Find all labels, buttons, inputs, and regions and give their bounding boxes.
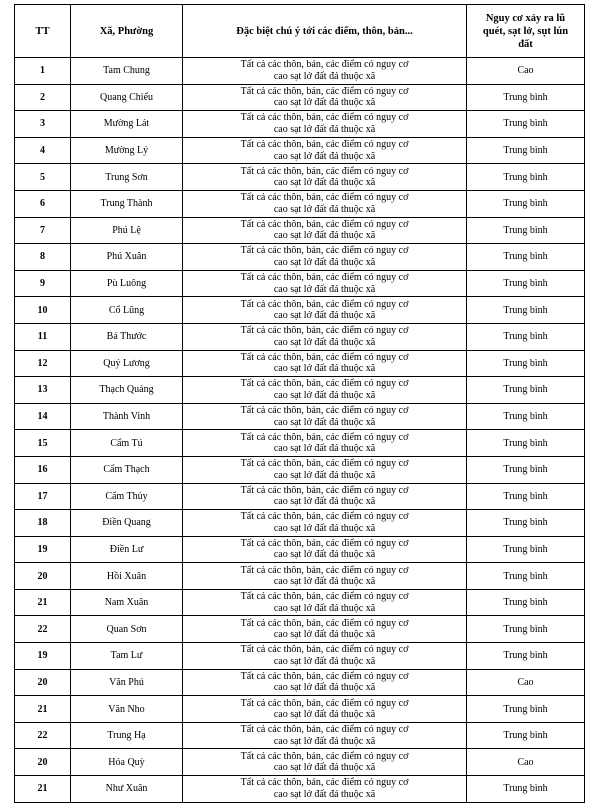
table-row xyxy=(15,430,585,457)
row-commune: Điền Lư xyxy=(71,536,183,563)
row-note xyxy=(183,137,467,164)
row-commune: Hồi Xuân xyxy=(71,563,183,590)
row-tt: 19 xyxy=(15,536,71,563)
row-tt: 4 xyxy=(15,137,71,164)
risk-table xyxy=(14,4,585,803)
row-risk: Trung bình xyxy=(467,776,585,803)
row-note-line1: Tất cả các thôn, bản, các điểm có nguy cơ xyxy=(240,431,409,443)
row-tt: 18 xyxy=(15,510,71,537)
row-commune: Thạch Quảng xyxy=(71,377,183,404)
row-note-line1: Tất cả các thôn, bản, các điểm có nguy cơ xyxy=(240,325,409,337)
row-commune: Bá Thước xyxy=(71,323,183,350)
row-note-line1: Tất cả các thôn, bản, các điểm có nguy cơ xyxy=(240,59,409,71)
row-tt: 5 xyxy=(15,164,71,191)
row-risk: Trung bình xyxy=(467,297,585,324)
row-risk: Trung bình xyxy=(467,270,585,297)
table-row xyxy=(15,616,585,643)
row-note xyxy=(183,270,467,297)
row-note-line2: cao sạt lở đất đá thuộc xã xyxy=(273,283,376,295)
row-note xyxy=(183,776,467,803)
row-tt: 9 xyxy=(15,270,71,297)
row-note xyxy=(183,669,467,696)
table-row xyxy=(15,536,585,563)
row-note xyxy=(183,510,467,537)
row-note-line1: Tất cả các thôn, bản, các điểm có nguy cơ xyxy=(240,750,409,762)
row-risk: Trung bình xyxy=(467,696,585,723)
row-note xyxy=(183,377,467,404)
row-commune: Pù Luông xyxy=(71,270,183,297)
row-note-line1: Tất cả các thôn, bản, các điểm có nguy cơ xyxy=(240,511,409,523)
row-note xyxy=(183,244,467,271)
row-note-line2: cao sạt lở đất đá thuộc xã xyxy=(273,655,376,667)
row-tt: 6 xyxy=(15,190,71,217)
row-commune: Văn Phú xyxy=(71,669,183,696)
row-commune: Nam Xuân xyxy=(71,589,183,616)
row-tt: 22 xyxy=(15,616,71,643)
row-risk: Trung bình xyxy=(467,563,585,590)
row-note-line1: Tất cả các thôn, bản, các điểm có nguy cơ xyxy=(240,458,409,470)
table-row xyxy=(15,270,585,297)
table-row xyxy=(15,643,585,670)
row-risk: Trung bình xyxy=(467,616,585,643)
row-commune: Phú Xuân xyxy=(71,244,183,271)
table-row xyxy=(15,589,585,616)
table-row xyxy=(15,403,585,430)
row-note xyxy=(183,430,467,457)
row-commune: Cổ Lũng xyxy=(71,297,183,324)
table-row xyxy=(15,563,585,590)
row-note-line1: Tất cả các thôn, bản, các điểm có nguy cơ xyxy=(240,351,409,363)
row-commune: Quý Lương xyxy=(71,350,183,377)
row-commune: Thành Vinh xyxy=(71,403,183,430)
row-note-line1: Tất cả các thôn, bản, các điểm có nguy cơ xyxy=(240,405,409,417)
header-risk xyxy=(467,5,585,58)
row-commune: Văn Nho xyxy=(71,696,183,723)
table-row xyxy=(15,377,585,404)
row-note xyxy=(183,749,467,776)
table-row xyxy=(15,137,585,164)
row-commune: Trung Hạ xyxy=(71,722,183,749)
table-row xyxy=(15,483,585,510)
table-row xyxy=(15,749,585,776)
row-commune: Hóa Quỳ xyxy=(71,749,183,776)
row-tt: 2 xyxy=(15,84,71,111)
row-risk: Trung bình xyxy=(467,483,585,510)
row-note-line2: cao sạt lở đất đá thuộc xã xyxy=(273,97,376,109)
row-note-line2: cao sạt lở đất đá thuộc xã xyxy=(273,682,376,694)
row-note-line2: cao sạt lở đất đá thuộc xã xyxy=(273,336,376,348)
row-note-line2: cao sạt lở đất đá thuộc xã xyxy=(273,70,376,82)
row-risk: Trung bình xyxy=(467,403,585,430)
row-note-line1: Tất cả các thôn, bản, các điểm có nguy cơ xyxy=(240,218,409,230)
row-note xyxy=(183,456,467,483)
header-risk-line3: đất xyxy=(518,38,533,50)
table-row xyxy=(15,297,585,324)
table-row xyxy=(15,696,585,723)
row-note-line2: cao sạt lở đất đá thuộc xã xyxy=(273,150,376,162)
row-note-line2: cao sạt lở đất đá thuộc xã xyxy=(273,496,376,508)
row-note-line1: Tất cả các thôn, bản, các điểm có nguy cơ xyxy=(240,591,409,603)
row-note-line2: cao sạt lở đất đá thuộc xã xyxy=(273,123,376,135)
row-tt: 20 xyxy=(15,749,71,776)
row-tt: 16 xyxy=(15,456,71,483)
row-risk: Trung bình xyxy=(467,643,585,670)
header-risk-line1: Nguy cơ xảy ra lũ xyxy=(485,12,566,24)
table-row xyxy=(15,510,585,537)
row-note-line2: cao sạt lở đất đá thuộc xã xyxy=(273,469,376,481)
row-commune: Cẩm Thủy xyxy=(71,483,183,510)
row-note-line2: cao sạt lở đất đá thuộc xã xyxy=(273,389,376,401)
row-note-line2: cao sạt lở đất đá thuộc xã xyxy=(273,602,376,614)
row-note xyxy=(183,536,467,563)
row-note-line2: cao sạt lở đất đá thuộc xã xyxy=(273,788,376,800)
row-note-line2: cao sạt lở đất đá thuộc xã xyxy=(273,629,376,641)
row-note xyxy=(183,696,467,723)
row-note-line1: Tất cả các thôn, bản, các điểm có nguy cơ xyxy=(240,272,409,284)
row-tt: 19 xyxy=(15,643,71,670)
row-risk: Trung bình xyxy=(467,111,585,138)
row-risk: Trung bình xyxy=(467,84,585,111)
row-note xyxy=(183,58,467,85)
row-note xyxy=(183,190,467,217)
row-risk: Trung bình xyxy=(467,137,585,164)
header-row xyxy=(15,5,585,58)
row-risk: Trung bình xyxy=(467,217,585,244)
row-tt: 3 xyxy=(15,111,71,138)
row-risk: Cao xyxy=(467,749,585,776)
row-note-line1: Tất cả các thôn, bản, các điểm có nguy cơ xyxy=(240,165,409,177)
table-row xyxy=(15,323,585,350)
row-note-line1: Tất cả các thôn, bản, các điểm có nguy cơ xyxy=(240,777,409,789)
row-note xyxy=(183,297,467,324)
row-tt: 1 xyxy=(15,58,71,85)
row-risk: Trung bình xyxy=(467,350,585,377)
table-row xyxy=(15,217,585,244)
row-note-line2: cao sạt lở đất đá thuộc xã xyxy=(273,709,376,721)
row-note xyxy=(183,483,467,510)
row-note-line2: cao sạt lở đất đá thuộc xã xyxy=(273,549,376,561)
row-risk: Trung bình xyxy=(467,190,585,217)
row-commune: Trung Sơn xyxy=(71,164,183,191)
row-risk: Cao xyxy=(467,58,585,85)
table-row xyxy=(15,669,585,696)
row-note xyxy=(183,616,467,643)
row-note-line2: cao sạt lở đất đá thuộc xã xyxy=(273,230,376,242)
row-note-line2: cao sạt lở đất đá thuộc xã xyxy=(273,310,376,322)
table-row xyxy=(15,111,585,138)
row-note xyxy=(183,164,467,191)
row-risk: Trung bình xyxy=(467,510,585,537)
row-note-line2: cao sạt lở đất đá thuộc xã xyxy=(273,522,376,534)
row-tt: 14 xyxy=(15,403,71,430)
row-note-line1: Tất cả các thôn, bản, các điểm có nguy cơ xyxy=(240,112,409,124)
table-row xyxy=(15,350,585,377)
table-row xyxy=(15,164,585,191)
row-risk: Trung bình xyxy=(467,589,585,616)
row-risk: Trung bình xyxy=(467,456,585,483)
row-risk: Trung bình xyxy=(467,377,585,404)
row-tt: 13 xyxy=(15,377,71,404)
row-note-line2: cao sạt lở đất đá thuộc xã xyxy=(273,443,376,455)
row-note-line2: cao sạt lở đất đá thuộc xã xyxy=(273,256,376,268)
row-tt: 10 xyxy=(15,297,71,324)
header-tt: TT xyxy=(15,5,71,58)
row-note xyxy=(183,643,467,670)
row-risk: Trung bình xyxy=(467,722,585,749)
row-commune: Mường Lý xyxy=(71,137,183,164)
row-note-line1: Tất cả các thôn, bản, các điểm có nguy cơ xyxy=(240,378,409,390)
row-commune: Quan Sơn xyxy=(71,616,183,643)
table-row xyxy=(15,244,585,271)
row-tt: 7 xyxy=(15,217,71,244)
row-note-line1: Tất cả các thôn, bản, các điểm có nguy cơ xyxy=(240,564,409,576)
row-note xyxy=(183,403,467,430)
row-note-line1: Tất cả các thôn, bản, các điểm có nguy cơ xyxy=(240,85,409,97)
row-note-line2: cao sạt lở đất đá thuộc xã xyxy=(273,576,376,588)
table-row xyxy=(15,58,585,85)
row-risk: Cao xyxy=(467,669,585,696)
row-note-line1: Tất cả các thôn, bản, các điểm có nguy cơ xyxy=(240,139,409,151)
row-note-line1: Tất cả các thôn, bản, các điểm có nguy cơ xyxy=(240,617,409,629)
row-commune: Cẩm Tú xyxy=(71,430,183,457)
row-risk: Trung bình xyxy=(467,164,585,191)
row-note-line1: Tất cả các thôn, bản, các điểm có nguy cơ xyxy=(240,245,409,257)
row-note xyxy=(183,722,467,749)
table-row xyxy=(15,190,585,217)
row-tt: 21 xyxy=(15,776,71,803)
row-note-line2: cao sạt lở đất đá thuộc xã xyxy=(273,177,376,189)
row-note-line1: Tất cả các thôn, bản, các điểm có nguy cơ xyxy=(240,484,409,496)
row-note xyxy=(183,84,467,111)
table-row xyxy=(15,776,585,803)
row-tt: 21 xyxy=(15,696,71,723)
row-commune: Mường Lát xyxy=(71,111,183,138)
header-risk-line2: quét, sạt lở, sụt lún xyxy=(482,25,569,37)
row-note-line1: Tất cả các thôn, bản, các điểm có nguy cơ xyxy=(240,298,409,310)
row-commune: Tam Chung xyxy=(71,58,183,85)
row-tt: 15 xyxy=(15,430,71,457)
row-note-line1: Tất cả các thôn, bản, các điểm có nguy cơ xyxy=(240,697,409,709)
row-tt: 21 xyxy=(15,589,71,616)
row-note-line2: cao sạt lở đất đá thuộc xã xyxy=(273,416,376,428)
table-row xyxy=(15,722,585,749)
row-note-line1: Tất cả các thôn, bản, các điểm có nguy cơ xyxy=(240,724,409,736)
row-tt: 11 xyxy=(15,323,71,350)
row-tt: 20 xyxy=(15,563,71,590)
row-commune: Tam Lư xyxy=(71,643,183,670)
row-note xyxy=(183,589,467,616)
row-tt: 22 xyxy=(15,722,71,749)
row-risk: Trung bình xyxy=(467,323,585,350)
row-commune: Điền Quang xyxy=(71,510,183,537)
row-tt: 17 xyxy=(15,483,71,510)
row-note xyxy=(183,217,467,244)
row-note xyxy=(183,350,467,377)
row-tt: 8 xyxy=(15,244,71,271)
row-tt: 20 xyxy=(15,669,71,696)
table-row xyxy=(15,84,585,111)
row-note-line1: Tất cả các thôn, bản, các điểm có nguy cơ xyxy=(240,537,409,549)
row-note-line1: Tất cả các thôn, bản, các điểm có nguy cơ xyxy=(240,192,409,204)
row-note xyxy=(183,563,467,590)
row-commune: Phú Lệ xyxy=(71,217,183,244)
row-note-line2: cao sạt lở đất đá thuộc xã xyxy=(273,735,376,747)
row-commune: Cẩm Thạch xyxy=(71,456,183,483)
row-tt: 12 xyxy=(15,350,71,377)
row-note-line2: cao sạt lở đất đá thuộc xã xyxy=(273,363,376,375)
header-commune: Xã, Phường xyxy=(71,5,183,58)
row-note-line1: Tất cả các thôn, bản, các điểm có nguy cơ xyxy=(240,670,409,682)
row-note-line2: cao sạt lở đất đá thuộc xã xyxy=(273,762,376,774)
row-note xyxy=(183,111,467,138)
row-commune: Như Xuân xyxy=(71,776,183,803)
row-note xyxy=(183,323,467,350)
row-risk: Trung bình xyxy=(467,244,585,271)
row-risk: Trung bình xyxy=(467,536,585,563)
row-note-line1: Tất cả các thôn, bản, các điểm có nguy cơ xyxy=(240,644,409,656)
table-row xyxy=(15,456,585,483)
row-note-line2: cao sạt lở đất đá thuộc xã xyxy=(273,203,376,215)
header-note: Đặc biệt chú ý tới các điểm, thôn, bản... xyxy=(183,5,467,58)
row-commune: Quang Chiểu xyxy=(71,84,183,111)
row-commune: Trung Thành xyxy=(71,190,183,217)
row-risk: Trung bình xyxy=(467,430,585,457)
